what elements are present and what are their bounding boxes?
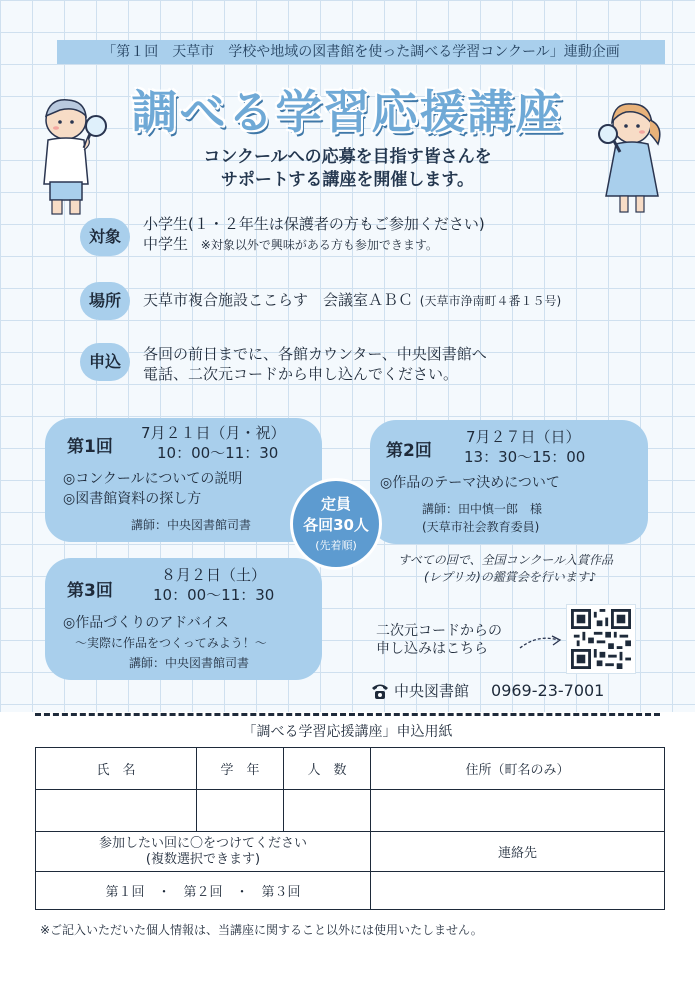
place-address: (天草市浄南町４番１５号) bbox=[419, 294, 562, 308]
apply-info bbox=[143, 344, 487, 384]
grade-field[interactable] bbox=[197, 790, 284, 832]
header-address: 住所（町名のみ） bbox=[371, 748, 665, 790]
page-title: 調べる学習応援講座 bbox=[131, 85, 564, 139]
apply-label: 申込 bbox=[80, 343, 130, 381]
header-count: 人 数 bbox=[284, 748, 371, 790]
session-3-card bbox=[45, 558, 322, 680]
contact-label-cell: 連絡先 bbox=[371, 832, 665, 872]
qr-caption-line-2: 申し込みはこちら bbox=[376, 641, 488, 657]
address-field[interactable] bbox=[371, 790, 665, 832]
capacity-line-3: (先着順) bbox=[315, 539, 357, 552]
form-title: 「調べる学習応援講座」申込用紙 bbox=[242, 724, 453, 740]
capacity-badge bbox=[290, 478, 382, 570]
target-main: 中学生 bbox=[143, 235, 189, 253]
qr-code[interactable] bbox=[566, 604, 636, 674]
target-line-1: 小学生(１・２年生は保護者の方もご参加ください) bbox=[143, 215, 485, 233]
apply-line-1: 各回の前日までに、各館カウンター、中央図書館へ bbox=[143, 345, 487, 363]
session-choice-instruction bbox=[36, 832, 371, 872]
target-info bbox=[143, 214, 485, 255]
telephone-icon bbox=[370, 682, 390, 700]
target-note: ※対象以外で興味がある方も参加できます。 bbox=[200, 238, 438, 252]
session-1-item-2: ◎図書館資料の探し方 bbox=[63, 491, 202, 507]
note-line-2: (レプリカ)の鑑賞会を行います♪ bbox=[424, 570, 597, 584]
session-2-card bbox=[370, 420, 648, 544]
session-1-date: 7月２１日（月・祝） bbox=[141, 424, 286, 442]
session-2-time: 13：30～15：00 bbox=[464, 448, 586, 466]
subtitle-line-1: コンクールへの応募を目指す皆さんを bbox=[203, 147, 492, 167]
session-3-sub: ～実際に作品をつくってみよう！～ bbox=[75, 636, 267, 650]
place-label: 場所 bbox=[80, 282, 130, 320]
session-1-card bbox=[45, 418, 322, 542]
contact-phone[interactable]: 0969-23-7001 bbox=[491, 681, 605, 700]
session-3-number: 第3回 bbox=[67, 581, 113, 601]
place-info bbox=[143, 290, 561, 311]
subtitle-line-2: サポートする講座を開催します。 bbox=[220, 170, 475, 190]
cut-line bbox=[35, 713, 660, 716]
header-grade: 学 年 bbox=[197, 748, 284, 790]
session-2-date: 7月２７日（日） bbox=[466, 428, 581, 446]
contact-field[interactable] bbox=[371, 872, 665, 910]
application-form bbox=[35, 747, 665, 910]
event-banner: 「第１回 天草市 学校や地域の図書館を使った調べる学習コンクール」連動企画 bbox=[57, 40, 665, 64]
session-3-lecturer: 講師：中央図書館司書 bbox=[129, 656, 250, 670]
choice-line-1: 参加したい回に〇をつけてください bbox=[98, 835, 307, 851]
count-field[interactable] bbox=[284, 790, 371, 832]
session-1-item-1: ◎コンクールについての説明 bbox=[63, 471, 243, 487]
session-1-lecturer: 講師：中央図書館司書 bbox=[131, 518, 252, 532]
choice-line-2: (複数選択できます) bbox=[145, 851, 261, 867]
session-2-lecturer: 講師：田中慎一郎 様 bbox=[422, 502, 543, 516]
header-name: 氏 名 bbox=[36, 748, 197, 790]
capacity-line-1: 定員 bbox=[320, 495, 351, 513]
note-line-1: すべての回で、全国コンクール入賞作品 bbox=[398, 553, 614, 567]
session-3-date: ８月２日（土） bbox=[161, 566, 267, 584]
session-choices[interactable]: 第１回 ・ 第２回 ・ 第３回 bbox=[36, 872, 371, 910]
session-1-time: 10：00～11：30 bbox=[157, 444, 279, 462]
session-3-item-1: ◎作品づくりのアドバイス bbox=[63, 615, 229, 631]
target-line-2 bbox=[143, 234, 485, 255]
qr-code-icon bbox=[571, 609, 631, 669]
qr-caption bbox=[376, 622, 502, 658]
contact-name: 中央図書館 bbox=[394, 682, 470, 700]
replica-viewing-note bbox=[398, 552, 613, 586]
session-2-item-1: ◎作品のテーマ決めについて bbox=[380, 475, 560, 491]
name-field[interactable] bbox=[36, 790, 197, 832]
apply-line-2: 電話、二次元コードから申し込んでください。 bbox=[143, 365, 459, 383]
girl-with-magnifier-icon bbox=[592, 96, 672, 224]
session-2-lecturer-affiliation: (天草市社会教育委員) bbox=[422, 520, 540, 534]
place-main: 天草市複合施設ここらす 会議室ＡＢＣ bbox=[143, 291, 414, 309]
qr-caption-line-1: 二次元コードからの bbox=[376, 623, 502, 639]
session-1-number: 第1回 bbox=[67, 437, 113, 457]
target-label: 対象 bbox=[80, 218, 130, 256]
session-3-time: 10：00～11：30 bbox=[153, 586, 275, 604]
subtitle bbox=[120, 146, 575, 192]
contact-info bbox=[370, 680, 604, 701]
capacity-line-2: 各回30人 bbox=[303, 516, 369, 534]
session-2-number: 第2回 bbox=[386, 441, 432, 461]
privacy-note: ※ご記入いただいた個人情報は、当講座に関すること以外には使用いたしません。 bbox=[40, 923, 483, 937]
arrow-right-icon bbox=[518, 630, 564, 652]
